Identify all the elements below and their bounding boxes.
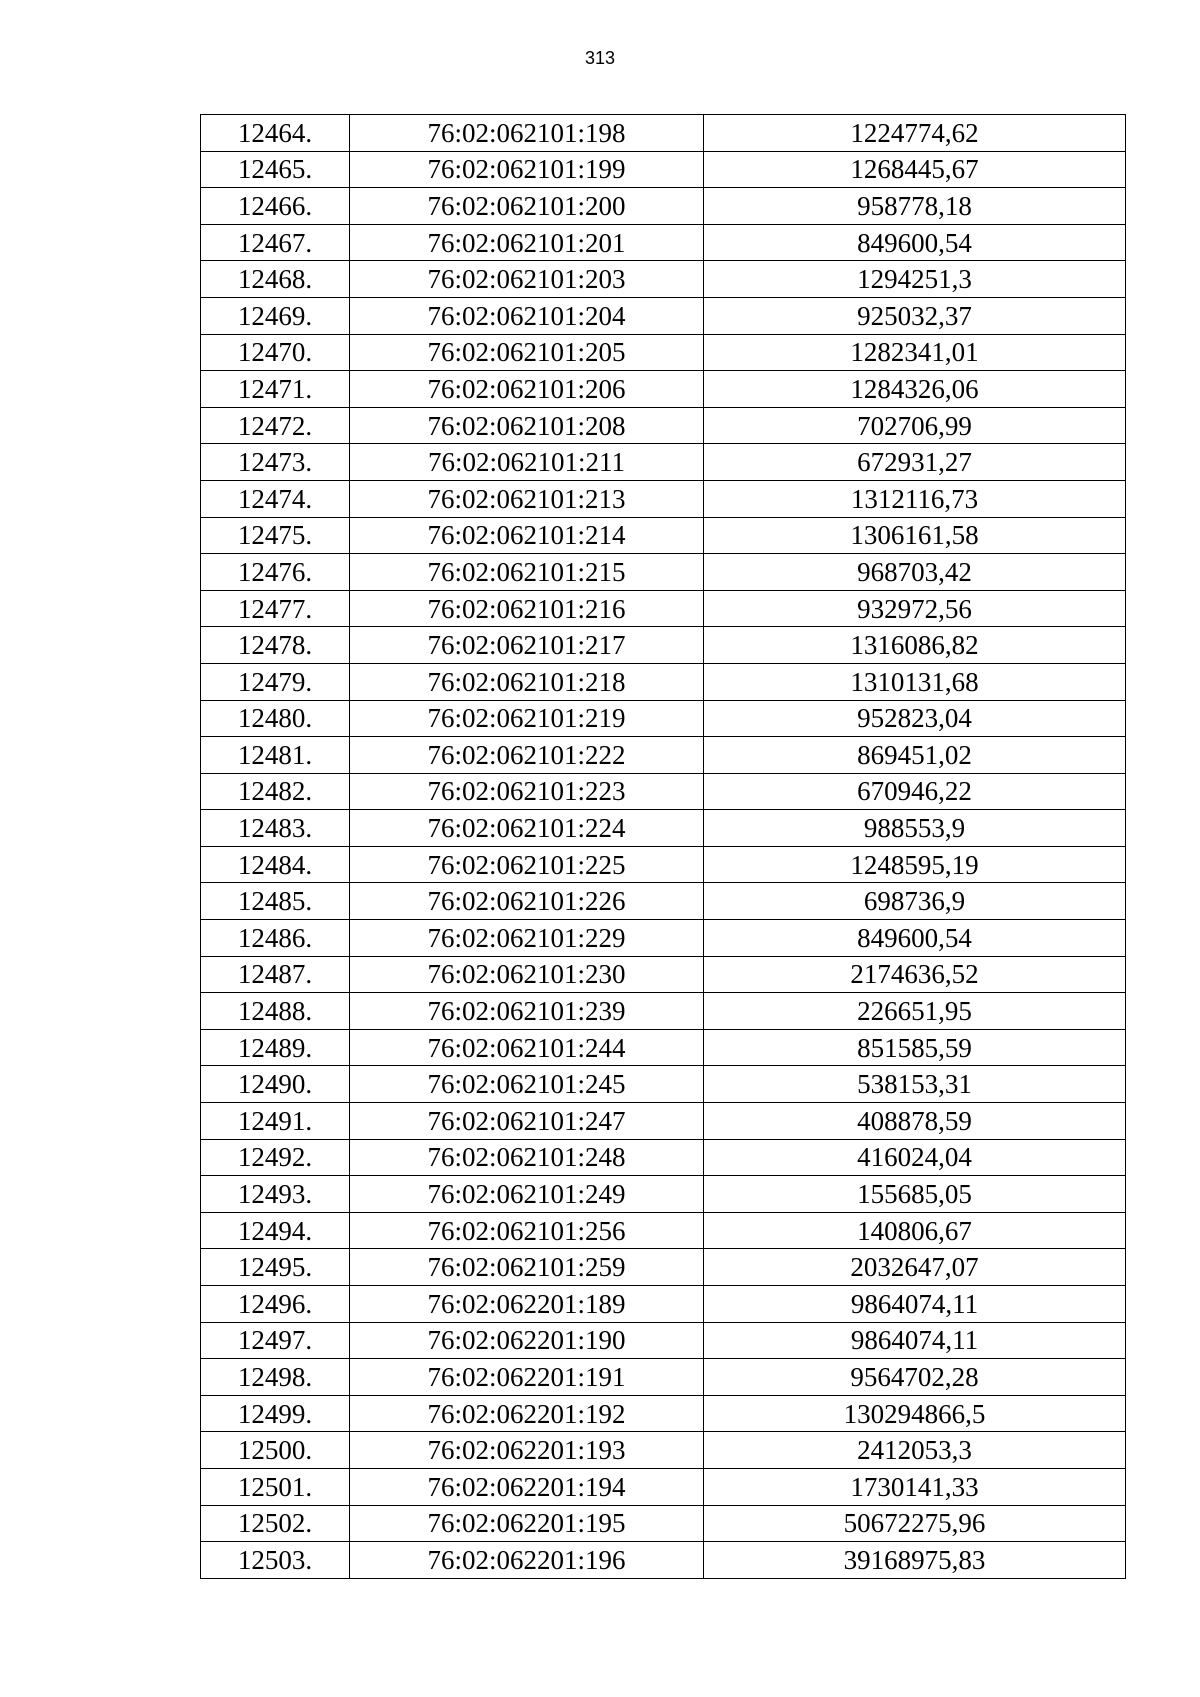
table-row [201, 1542, 1126, 1579]
table-row [201, 627, 1126, 664]
row-number-cell: 12471. [201, 371, 350, 408]
cadastral-value-cell: 1248595,19 [704, 846, 1126, 883]
cadastral-number-cell: 76:02:062101:201 [350, 224, 704, 261]
table-body [201, 115, 1126, 1579]
cadastral-number-cell: 76:02:062101:244 [350, 1029, 704, 1066]
cadastral-value-cell: 698736,9 [704, 883, 1126, 920]
cadastral-value-cell: 952823,04 [704, 700, 1126, 737]
table-row [201, 1103, 1126, 1140]
row-number-cell: 12466. [201, 188, 350, 225]
row-number-cell: 12468. [201, 261, 350, 298]
table-row [201, 700, 1126, 737]
cadastral-number-cell: 76:02:062101:203 [350, 261, 704, 298]
cadastral-value-cell: 849600,54 [704, 224, 1126, 261]
cadastral-value-cell: 155685,05 [704, 1176, 1126, 1213]
row-number-cell: 12493. [201, 1176, 350, 1213]
table-row [201, 444, 1126, 481]
cadastral-value-cell: 140806,67 [704, 1212, 1126, 1249]
table-row [201, 773, 1126, 810]
table-row [201, 1212, 1126, 1249]
table-row [201, 371, 1126, 408]
row-number-cell: 12480. [201, 700, 350, 737]
row-number-cell: 12496. [201, 1286, 350, 1323]
cadastral-number-cell: 76:02:062201:189 [350, 1286, 704, 1323]
page-number: 313 [584, 48, 616, 68]
row-number-cell: 12495. [201, 1249, 350, 1286]
cadastral-value-cell: 9564702,28 [704, 1359, 1126, 1396]
table-row [201, 224, 1126, 261]
cadastral-value-cell: 39168975,83 [704, 1542, 1126, 1579]
row-number-cell: 12501. [201, 1468, 350, 1505]
cadastral-value-cell: 851585,59 [704, 1029, 1126, 1066]
cadastral-number-cell: 76:02:062101:224 [350, 810, 704, 847]
row-number-cell: 12497. [201, 1322, 350, 1359]
cadastral-value-cell: 2032647,07 [704, 1249, 1126, 1286]
table-row [201, 956, 1126, 993]
cadastral-value-cell: 2174636,52 [704, 956, 1126, 993]
cadastral-number-cell: 76:02:062101:226 [350, 883, 704, 920]
cadastral-number-cell: 76:02:062101:245 [350, 1066, 704, 1103]
row-number-cell: 12479. [201, 663, 350, 700]
cadastral-value-cell: 672931,27 [704, 444, 1126, 481]
cadastral-value-cell: 702706,99 [704, 407, 1126, 444]
cadastral-number-cell: 76:02:062201:190 [350, 1322, 704, 1359]
table-row [201, 115, 1126, 152]
row-number-cell: 12503. [201, 1542, 350, 1579]
row-number-cell: 12498. [201, 1359, 350, 1396]
cadastral-value-cell: 1312116,73 [704, 480, 1126, 517]
cadastral-value-cell: 670946,22 [704, 773, 1126, 810]
row-number-cell: 12502. [201, 1505, 350, 1542]
table-row [201, 517, 1126, 554]
cadastral-number-cell: 76:02:062101:211 [350, 444, 704, 481]
cadastral-number-cell: 76:02:062201:191 [350, 1359, 704, 1396]
row-number-cell: 12482. [201, 773, 350, 810]
cadastral-number-cell: 76:02:062101:205 [350, 334, 704, 371]
cadastral-number-cell: 76:02:062101:247 [350, 1103, 704, 1140]
row-number-cell: 12472. [201, 407, 350, 444]
cadastral-number-cell: 76:02:062101:259 [350, 1249, 704, 1286]
cadastral-number-cell: 76:02:062101:223 [350, 773, 704, 810]
cadastral-number-cell: 76:02:062201:192 [350, 1395, 704, 1432]
cadastral-value-cell: 130294866,5 [704, 1395, 1126, 1432]
row-number-cell: 12494. [201, 1212, 350, 1249]
cadastral-value-cell: 1730141,33 [704, 1468, 1126, 1505]
row-number-cell: 12478. [201, 627, 350, 664]
table-row [201, 883, 1126, 920]
cadastral-number-cell: 76:02:062101:199 [350, 151, 704, 188]
row-number-cell: 12465. [201, 151, 350, 188]
cadastral-number-cell: 76:02:062101:214 [350, 517, 704, 554]
table-row [201, 1432, 1126, 1469]
cadastral-value-cell: 408878,59 [704, 1103, 1126, 1140]
row-number-cell: 12467. [201, 224, 350, 261]
cadastral-number-cell: 76:02:062101:217 [350, 627, 704, 664]
cadastral-value-cell: 1224774,62 [704, 115, 1126, 152]
table-row [201, 590, 1126, 627]
cadastral-value-cell: 1282341,01 [704, 334, 1126, 371]
cadastral-number-cell: 76:02:062201:193 [350, 1432, 704, 1469]
row-number-cell: 12481. [201, 737, 350, 774]
table-row [201, 993, 1126, 1030]
cadastral-value-cell: 1306161,58 [704, 517, 1126, 554]
cadastral-value-cell: 1268445,67 [704, 151, 1126, 188]
table-row [201, 1176, 1126, 1213]
cadastral-value-cell: 869451,02 [704, 737, 1126, 774]
table-row [201, 1359, 1126, 1396]
cadastral-number-cell: 76:02:062101:200 [350, 188, 704, 225]
cadastral-value-cell: 968703,42 [704, 554, 1126, 591]
table-row [201, 737, 1126, 774]
cadastral-value-cell: 416024,04 [704, 1139, 1126, 1176]
table-row [201, 261, 1126, 298]
table-row [201, 554, 1126, 591]
row-number-cell: 12486. [201, 920, 350, 957]
cadastral-number-cell: 76:02:062101:216 [350, 590, 704, 627]
table-row [201, 480, 1126, 517]
cadastral-value-cell: 1310131,68 [704, 663, 1126, 700]
cadastral-number-cell: 76:02:062101:215 [350, 554, 704, 591]
table-row [201, 297, 1126, 334]
cadastral-number-cell: 76:02:062101:239 [350, 993, 704, 1030]
cadastral-number-cell: 76:02:062101:248 [350, 1139, 704, 1176]
table-row [201, 151, 1126, 188]
table-row [201, 1505, 1126, 1542]
cadastral-value-cell: 1316086,82 [704, 627, 1126, 664]
row-number-cell: 12470. [201, 334, 350, 371]
table-row [201, 1139, 1126, 1176]
table-row [201, 1395, 1126, 1432]
cadastral-value-cell: 9864074,11 [704, 1286, 1126, 1323]
cadastral-number-cell: 76:02:062101:219 [350, 700, 704, 737]
cadastral-value-cell: 226651,95 [704, 993, 1126, 1030]
cadastral-number-cell: 76:02:062101:230 [350, 956, 704, 993]
table-row [201, 1286, 1126, 1323]
cadastral-number-cell: 76:02:062201:196 [350, 1542, 704, 1579]
table-row [201, 1066, 1126, 1103]
table-row [201, 188, 1126, 225]
row-number-cell: 12474. [201, 480, 350, 517]
row-number-cell: 12491. [201, 1103, 350, 1140]
cadastral-number-cell: 76:02:062201:194 [350, 1468, 704, 1505]
cadastral-value-cell: 958778,18 [704, 188, 1126, 225]
row-number-cell: 12473. [201, 444, 350, 481]
cadastral-number-cell: 76:02:062101:249 [350, 1176, 704, 1213]
row-number-cell: 12464. [201, 115, 350, 152]
row-number-cell: 12469. [201, 297, 350, 334]
table-row [201, 1029, 1126, 1066]
row-number-cell: 12476. [201, 554, 350, 591]
cadastral-value-cell: 1294251,3 [704, 261, 1126, 298]
cadastral-number-cell: 76:02:062101:206 [350, 371, 704, 408]
row-number-cell: 12499. [201, 1395, 350, 1432]
table-row [201, 810, 1126, 847]
row-number-cell: 12485. [201, 883, 350, 920]
row-number-cell: 12500. [201, 1432, 350, 1469]
cadastral-value-cell: 538153,31 [704, 1066, 1126, 1103]
row-number-cell: 12489. [201, 1029, 350, 1066]
table-row [201, 846, 1126, 883]
table-row [201, 1249, 1126, 1286]
table-row [201, 920, 1126, 957]
cadastral-number-cell: 76:02:062101:213 [350, 480, 704, 517]
cadastral-number-cell: 76:02:062101:256 [350, 1212, 704, 1249]
table-row [201, 334, 1126, 371]
row-number-cell: 12484. [201, 846, 350, 883]
cadastral-value-cell: 1284326,06 [704, 371, 1126, 408]
row-number-cell: 12488. [201, 993, 350, 1030]
cadastral-number-cell: 76:02:062101:204 [350, 297, 704, 334]
row-number-cell: 12492. [201, 1139, 350, 1176]
row-number-cell: 12483. [201, 810, 350, 847]
table-row [201, 1322, 1126, 1359]
cadastral-number-cell: 76:02:062101:218 [350, 663, 704, 700]
cadastral-number-cell: 76:02:062101:208 [350, 407, 704, 444]
cadastral-number-cell: 76:02:062201:195 [350, 1505, 704, 1542]
cadastral-number-cell: 76:02:062101:229 [350, 920, 704, 957]
cadastral-value-cell: 50672275,96 [704, 1505, 1126, 1542]
cadastral-value-cell: 988553,9 [704, 810, 1126, 847]
cadastral-value-cell: 2412053,3 [704, 1432, 1126, 1469]
cadastral-value-table [200, 114, 1126, 1579]
row-number-cell: 12487. [201, 956, 350, 993]
table-row [201, 1468, 1126, 1505]
cadastral-value-cell: 849600,54 [704, 920, 1126, 957]
cadastral-number-cell: 76:02:062101:225 [350, 846, 704, 883]
table-row [201, 407, 1126, 444]
table-row [201, 663, 1126, 700]
cadastral-value-cell: 925032,37 [704, 297, 1126, 334]
cadastral-number-cell: 76:02:062101:198 [350, 115, 704, 152]
cadastral-value-cell: 9864074,11 [704, 1322, 1126, 1359]
row-number-cell: 12490. [201, 1066, 350, 1103]
cadastral-number-cell: 76:02:062101:222 [350, 737, 704, 774]
row-number-cell: 12475. [201, 517, 350, 554]
row-number-cell: 12477. [201, 590, 350, 627]
cadastral-value-cell: 932972,56 [704, 590, 1126, 627]
